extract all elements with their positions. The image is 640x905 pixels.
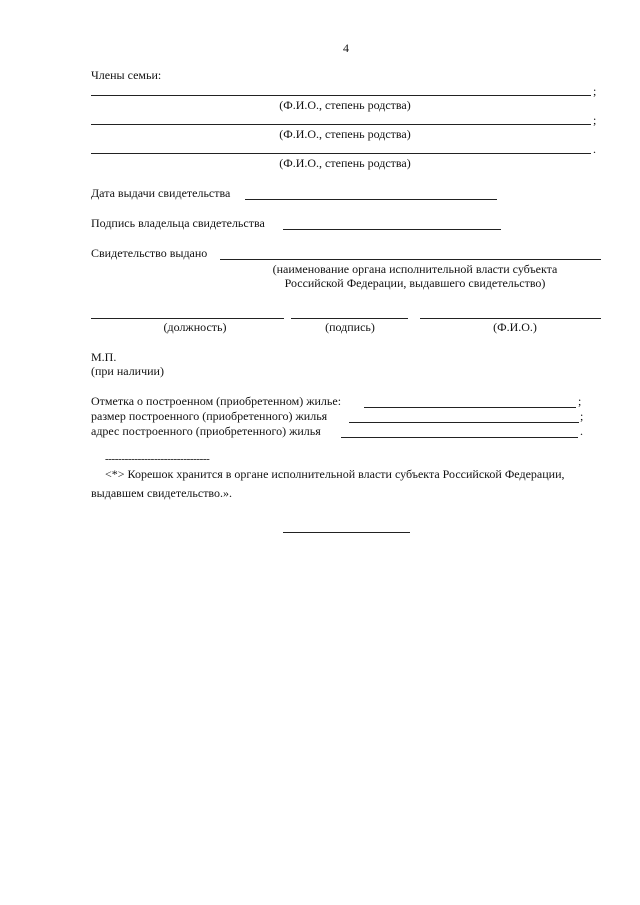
housing-mark-label: Отметка о построенном (приобретенном) жилье: — [91, 394, 342, 408]
position-line — [91, 318, 284, 319]
housing-address-line — [341, 437, 578, 438]
housing-size-line — [349, 422, 579, 423]
page-number: 4 — [343, 41, 349, 55]
owner-signature-line — [283, 229, 501, 230]
housing-size-label: размер построенного (приобретенного) жилья — [91, 409, 328, 423]
name-caption: (Ф.И.О.) — [493, 320, 537, 334]
issued-by-caption-1: (наименование органа исполнительной власти субъекта — [272, 262, 558, 276]
footnote-text-2: выдавшем свидетельство.». — [91, 486, 233, 500]
family-member-3-caption: (Ф.И.О., степень родства) — [279, 156, 411, 170]
family-member-1-caption: (Ф.И.О., степень родства) — [279, 98, 411, 112]
position-caption: (должность) — [163, 320, 227, 334]
family-member-1-end: ; — [593, 84, 597, 98]
name-line — [420, 318, 601, 319]
footnote-separator: -------------------------------- — [105, 453, 210, 465]
issued-by-caption-2: Российской Федерации, выдавшего свидетельство) — [284, 276, 546, 290]
owner-signature-label: Подпись владельца свидетельства — [91, 216, 265, 230]
family-member-3-end: . — [593, 142, 596, 156]
issued-by-label: Свидетельство выдано — [91, 246, 208, 260]
issued-by-line — [220, 259, 601, 260]
signature-line — [291, 318, 408, 319]
housing-address-label: адрес построенного (приобретенного) жилья — [91, 424, 321, 438]
stamp-note: (при наличии) — [91, 364, 164, 378]
stamp-label: М.П. — [91, 350, 117, 364]
housing-mark-end: ; — [578, 394, 582, 408]
family-member-2-end: ; — [593, 113, 597, 127]
housing-size-end: ; — [580, 409, 584, 423]
housing-mark-line — [364, 407, 576, 408]
family-member-3-line — [91, 153, 591, 154]
family-heading: Члены семьи: — [91, 68, 162, 82]
family-member-2-line — [91, 124, 591, 125]
issue-date-label: Дата выдачи свидетельства — [91, 186, 231, 200]
issue-date-line — [245, 199, 497, 200]
family-member-2-caption: (Ф.И.О., степень родства) — [279, 127, 411, 141]
closing-rule — [283, 532, 410, 533]
footnote-text-1: <*> Корешок хранится в органе исполнительной власти субъекта Российской Федерации, — [105, 467, 565, 481]
signature-caption: (подпись) — [325, 320, 375, 334]
family-member-1-line — [91, 95, 591, 96]
housing-address-end: . — [580, 424, 583, 438]
